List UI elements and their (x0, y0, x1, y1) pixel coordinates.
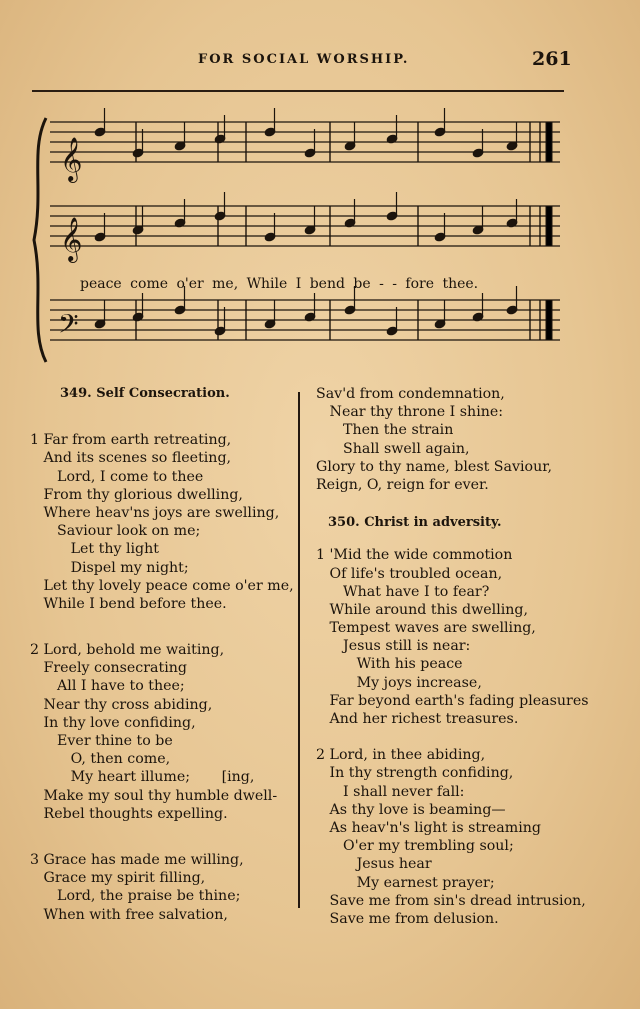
verse-line: Sav'd from condemnation, (316, 386, 505, 402)
verse-line: Dispel my night; (30, 559, 189, 576)
verse-line: Where heav'ns joys are swelling, (30, 504, 280, 521)
hymn-349-stanza-2 (30, 641, 292, 823)
verse-line: Far beyond earth's fading pleasures (316, 692, 589, 709)
verse-line: Let thy light (30, 541, 159, 558)
lyric-line: peace come o'er me, While I bend be - - fore thee. (80, 276, 479, 292)
right-column (316, 385, 616, 928)
hymn-350-stanza-2 (316, 746, 616, 928)
verse-line: My heart illume; [ing, (30, 769, 255, 786)
left-column (30, 385, 292, 924)
verse-line: My earnest prayer; (316, 874, 495, 891)
verse-line: What have I to fear? (316, 583, 490, 600)
verse-line: Saviour look on me; (30, 523, 201, 540)
verse-line: Let thy lovely peace come o'er me, (30, 577, 294, 594)
final-barline (546, 300, 552, 340)
bass-clef: 𝄢 (58, 308, 79, 346)
verse-line: Tempest waves are swelling, (316, 620, 536, 637)
verse-line: Shall swell again, (316, 440, 470, 457)
verse-line: Jesus still is near: (316, 638, 471, 655)
verse-line: Near thy throne I shine: (316, 404, 504, 421)
hymn-350-title: 350. Christ in adversity. (328, 515, 502, 531)
hymn-350-stanza-1 (316, 546, 616, 728)
final-barline (546, 206, 552, 246)
verse-line: Save me from sin's dread intrusion, (316, 892, 586, 909)
verse-line: Then the strain (316, 422, 454, 439)
verse-line: As thy love is beaming— (316, 801, 506, 818)
verse-line: Reign, O, reign for ever. (316, 476, 489, 493)
hymn-349-title: 349. Self Consecration. (60, 386, 230, 401)
verse-line: Lord, I come to thee (30, 468, 204, 485)
verse-line: Glory to thy name, blest Saviour, (316, 458, 552, 475)
treble-clef-1: 𝄞 (60, 137, 83, 181)
verse-line: Ever thine to be (30, 733, 173, 749)
verse-line: Grace my spirit filling, (30, 870, 206, 887)
verse-line: 1 'Mid the wide commotion (316, 547, 513, 564)
verse-line: 2 Lord, behold me waiting, (30, 642, 225, 659)
hymn-349-continuation (316, 385, 616, 494)
final-barline (546, 122, 552, 162)
verse-line: From thy glorious dwelling, (30, 486, 243, 503)
page-number: 261 (532, 48, 572, 70)
verse-line: All I have to thee; (30, 678, 185, 695)
verse-line: Freely consecrating (30, 660, 187, 677)
verse-line: Lord, the praise be thine; (30, 888, 241, 905)
verse-line: 2 Lord, in thee abiding, (316, 747, 486, 764)
verse-line: And its scenes so fleeting, (30, 450, 232, 467)
verse-line: 1 Far from earth retreating, (30, 432, 232, 449)
verse-line: My joys increase, (316, 674, 482, 691)
verse-line: In thy love confiding, (30, 714, 196, 731)
music-score (0, 0, 640, 370)
column-rule (298, 392, 300, 908)
verse-line: In thy strength confiding, (316, 765, 514, 782)
verse-line: Make my soul thy humble dwell- (30, 787, 278, 804)
running-title: FOR SOCIAL WORSHIP. (198, 52, 410, 67)
verse-line: When with free salvation, (30, 906, 228, 923)
verse-line: While I bend before thee. (30, 595, 227, 612)
verse-line: Rebel thoughts expelling. (30, 805, 228, 822)
verse-line: With his peace (316, 656, 463, 673)
verse-line: As heav'n's light is streaming (316, 819, 541, 836)
verse-line: O'er my trembling soul; (316, 838, 514, 855)
verse-line: 3 Grace has made me willing, (30, 851, 244, 868)
verse-line: Save me from delusion. (316, 910, 499, 927)
hymn-349-stanza-3 (30, 851, 292, 924)
treble-clef-2: 𝄞 (60, 217, 83, 261)
system-brace (34, 118, 46, 362)
verse-line: Of life's troubled ocean, (316, 565, 503, 582)
verse-line: Near thy cross abiding, (30, 696, 213, 713)
verse-line: Jesus hear (316, 856, 432, 873)
verse-line: I shall never fall: (316, 783, 465, 800)
verse-line: O, then come, (30, 751, 171, 768)
hymn-349-stanza-1 (30, 431, 292, 613)
verse-line: And her richest treasures. (316, 711, 519, 727)
verse-line: While around this dwelling, (316, 601, 529, 618)
